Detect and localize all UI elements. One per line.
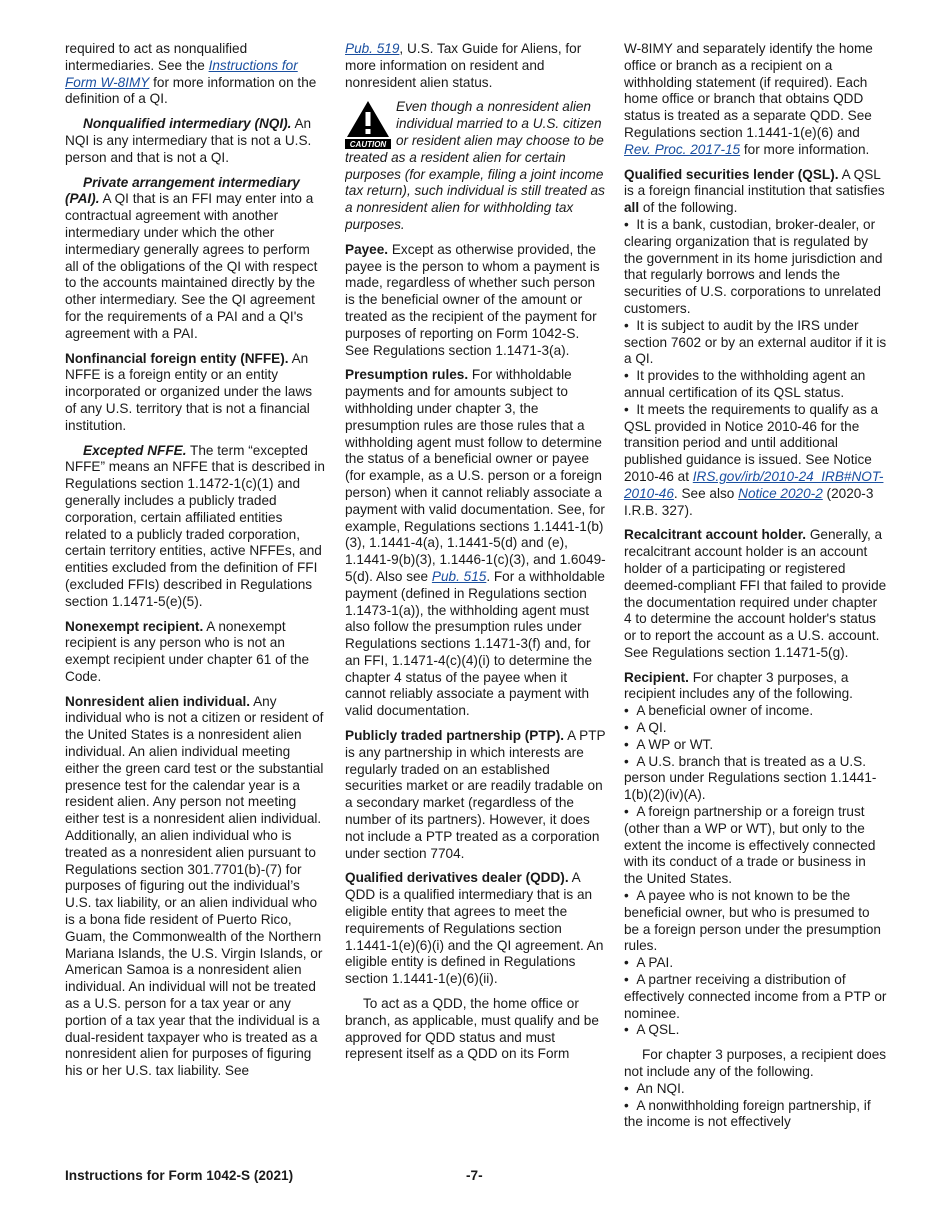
paragraph: Private arrangement intermediary (PAI). A QI that is an FFI may enter into a contractual agreement with another intermediary under which the other intermediary generally agrees to perform all of the obligations of the QI with respect to the accounts maintained directly by the other intermediary. See the QI agreement for the requirements of a PAI and a QI's agreement with a PAI. [65, 174, 318, 341]
paragraph: Nonqualified intermediary (NQI). An NQI is any intermediary that is not a U.S. person and that is not a QI. [65, 116, 312, 165]
paragraph: Nonexempt recipient. A nonexempt recipient is any person who is not an exempt recipient under chapter 61 of the Code. [65, 618, 310, 684]
link-pub-519[interactable]: Pub. 519 [345, 41, 400, 56]
list-item: • A WP or WT. [624, 737, 888, 754]
paragraph: For chapter 3 purposes, a recipient does not include any of the following. [624, 1047, 887, 1080]
term-heading: Private arrangement intermediary (PAI). [65, 174, 300, 207]
paragraph: Nonfinancial foreign entity (NFFE). An NFFE is a foreign entity or an entity incorporated or organized under the laws of any U.S. territory that is not a financial institution. [65, 350, 313, 433]
footer-title: Instructions for Form 1042-S (2021) [65, 1168, 294, 1183]
link-irs-gov-irb[interactable]: IRS.gov/irb/2010-24_IRB#NOT-2010-46 [624, 468, 884, 501]
paragraph: Payee. Except as otherwise provided, the payee is the person to whom a payment is made, regardless of whether such person is the beneficial owner of the amount or treated as the recipient of the payment for purposes of reporting on Form 1042-S. See Regulations section 1.1471-3(a). [345, 241, 600, 358]
term-heading: Qualified securities lender (QSL). [624, 166, 839, 182]
list-item: • A beneficial owner of income. [624, 703, 888, 720]
page-number: -7- [466, 1168, 483, 1183]
list-item: • A QI. [624, 720, 888, 737]
paragraph: Nonresident alien individual. Any individual who is not a citizen or resident of the United States is a nonresident alien individual. An alien individual meeting either the green card test or the substantial presence test for the calendar year is a resident alien. Any person not meeting either test is a nonresident alien individual. Additionally, an alien individual who is treated as a nonresident alien pursuant to Regulations section 301.7701(b)-(7) for purposes of figuring out the individual’s U.S. tax liability, or an alien individual who is a bona fide resident of Puerto Rico, Guam, the Commonwealth of the Northern Mariana Islands, the U.S. Virgin Islands, or American Samoa is a nonresident alien individual. An individual will not be treated as a U.S. person for a tax year or any portion of a tax year that the individual is a dual-resident taxpayer who is treated as a nonresident alien for purposes of figuring his or her U.S. tax liability. See [65, 693, 324, 1079]
paragraph: Recipient. For chapter 3 purposes, a recipient includes any of the following. [624, 669, 853, 702]
caution-note [345, 99, 607, 233]
term-heading: Recalcitrant account holder. [624, 527, 807, 543]
list-item: • A PAI. [624, 955, 888, 972]
term-heading: Excepted NFFE. [83, 442, 187, 458]
paragraph: To act as a QDD, the home office or branch, as applicable, must qualify and be approved for QDD status and must represent itself as a QDD on its Form [345, 996, 599, 1062]
list-item: • A partner receiving a distribution of effectively connected income from a PTP or nominee. [624, 972, 888, 1022]
term-heading: Payee. [345, 241, 389, 257]
caution-label: CAUTION [349, 140, 387, 150]
list-item: • It is a bank, custodian, broker-dealer, or clearing organization that is regulated by the government in its home jurisdiction and that regularly borrows and lends the securities of U.S. corporations to unrelated customers. [624, 217, 888, 318]
term-heading: Nonresident alien individual. [65, 693, 251, 709]
column-2 [345, 41, 607, 1071]
list-item: • A payee who is not known to be the beneficial owner, but who is presumed to be a foreign person under the presumption rules. [624, 888, 888, 955]
term-heading: Recipient. [624, 669, 689, 685]
paragraph: Qualified derivatives dealer (QDD). A QDD is a qualified intermediary that is an eligible entity that agrees to meet the requirements of Regulations section 1.1441-1(e)(6)(i) and the QI agreement. An eligible entity is defined in Regulations section 1.1441-1(e)(6)(ii). [345, 870, 604, 987]
paragraph: Publicly traded partnership (PTP). A PTP is any partnership in which interests are regularly traded on an established securities market or are readily tradable on a secondary market (regardless of the number of its partners). However, it does not include a PTP treated as a corporation under section 7704. [345, 728, 606, 861]
paragraph: Recalcitrant account holder. Generally, a recalcitrant account holder is an account holder of a participating or registered deemed-compliant FFI that failed to provide the documentation required under chapter 4 to determine the account holder's status or to report the account as a U.S. account. See Regulations section 1.1471-5(g). [624, 527, 887, 660]
term-heading: Nonqualified intermediary (NQI). [83, 116, 292, 132]
paragraph: required to act as nonqualified intermediaries. See the Instructions for Form W-8IMY for more information on the definition of a QI. [65, 41, 317, 107]
list-item: • A QSL. [624, 1022, 888, 1039]
column-1 [65, 41, 327, 1088]
paragraph: Presumption rules. For withholdable payments and for amounts subject to withholding under chapter 3, the presumption rules are those rules that a withholding agent must follow to determine the status of a beneficial owner or payee (for example, as a U.S. person or a foreign person) when it cannot reliably associate a payment with valid documentation. See, for example, Regulations sections 1.1441-1(b)(3), 1.1441-4(a), 1.1441-5(d) and (e), 1.1441-9(b)(3), 1.1446-1(c)(3), and 1.6049-5(d). Also see Pub. 515. For a withholdable payment (defined in Regulations section 1.1473-1(a)), the withholding agent must also follow the presumption rules under Regulations sections 1.1471-3(f) and, for an FFI, 1.1471-4(c)(4)(i) to determine the chapter 4 status of the payee when it cannot reliably associate a payment with valid documentation. [345, 367, 606, 719]
link-notice-2020-2[interactable]: Notice 2020-2 [738, 485, 823, 501]
link-instructions-form-w-8imy[interactable]: Instructions for Form W-8IMY [65, 57, 298, 90]
paragraph: Qualified securities lender (QSL). A QSL is a foreign financial institution that satisfies all of the following. [624, 166, 885, 216]
column-3 [624, 41, 888, 1131]
page-footer [65, 1168, 888, 1183]
term-heading: Qualified derivatives dealer (QDD). [345, 870, 569, 886]
list-item: • A nonwithholding foreign partnership, if the income is not effectively [624, 1098, 888, 1132]
list-item: • It meets the requirements to qualify as a QSL provided in Notice 2010-46 for the transition period and until additional published guidance is issued. See Notice 2010-46 at IRS.gov/irb/2010-24_IRB#NOT-2010-46. See also Notice 2020-2 (2020-3 I.R.B. 327). [624, 402, 888, 520]
link-rev-proc-2017-15[interactable]: Rev. Proc. 2017-15 [624, 141, 741, 157]
list-item: • It is subject to audit by the IRS under section 7602 or by an external auditor if it is a QI. [624, 318, 888, 368]
term-heading: Presumption rules. [345, 367, 469, 383]
caution-text: Even though a nonresident alien individual married to a U.S. citizen or resident alien may choose to be treated as a resident alien for certain purposes (for example, filing a joint income tax return), such individual is still treated as a nonresident alien for withholding tax purposes. [345, 99, 605, 232]
list-item: • An NQI. [624, 1081, 888, 1098]
term-heading: Nonexempt recipient. [65, 618, 204, 634]
link-pub-515[interactable]: Pub. 515 [431, 568, 487, 584]
paragraph: Pub. 519, U.S. Tax Guide for Aliens, for more information on resident and nonresident alien status. [345, 41, 582, 90]
list-item: • A foreign partnership or a foreign trust (other than a WP or WT), but only to the extent the income is effectively connected with its conduct of a trade or business in the United States. [624, 804, 888, 888]
list-item: • A U.S. branch that is treated as a U.S. person under Regulations section 1.1441-1(b)(2)(iv)(A). [624, 754, 888, 804]
term-heading: Nonfinancial foreign entity (NFFE). [65, 350, 289, 366]
caution-icon [345, 99, 391, 149]
paragraph: Excepted NFFE. The term “excepted NFFE” means an NFFE that is described in Regulations section 1.1472-1(c)(1) and generally includes a publicly traded corporation, certain affiliated entities related to a publicly traded corporation, certain territory entities, active NFFEs, and entities excluded from the definition of FFI (excluded FFIs) described in Regulations section 1.1471-5(e)(5). [65, 442, 325, 609]
list-item: • It provides to the withholding agent an annual certification of its QSL status. [624, 368, 888, 402]
paragraph: W-8IMY and separately identify the home office or branch as a recipient on a withholding statement (if required). Each home office or branch that obtains QDD status is treated as a separate QDD. See Regulations section 1.1441-1(e)(6) and Rev. Proc. 2017-15 for more information. [624, 41, 873, 157]
term-heading: Publicly traded partnership (PTP). [345, 728, 565, 744]
